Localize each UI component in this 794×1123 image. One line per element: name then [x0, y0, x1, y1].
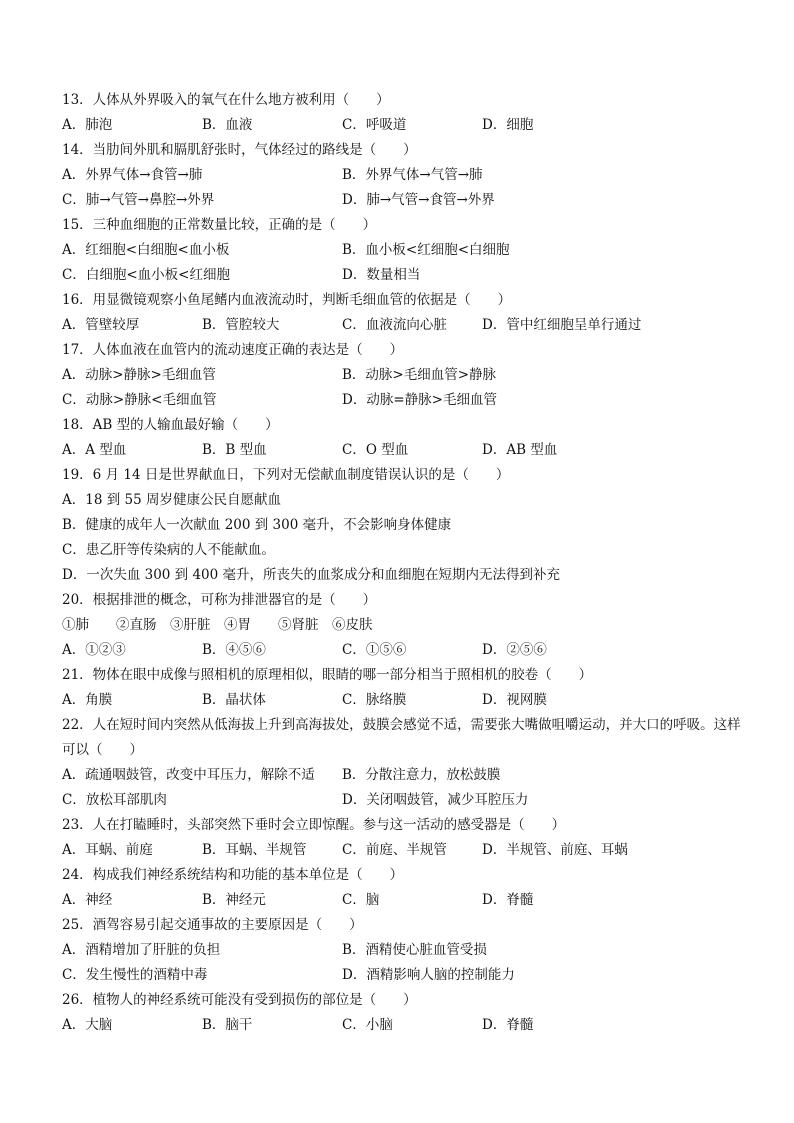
option-row — [62, 113, 742, 138]
answer-option-c[interactable]: C．放松耳部肌肉 — [62, 792, 167, 808]
option-row — [62, 188, 742, 213]
answer-option-b[interactable]: B．血液 — [202, 117, 253, 133]
answer-option-c[interactable]: C．呼吸道 — [342, 117, 407, 133]
answer-option-a[interactable]: A．18 到 55 周岁健康公民自愿献血 — [62, 492, 281, 508]
answer-option-d[interactable]: D．关闭咽鼓管，减少耳腔压力 — [342, 792, 529, 808]
option-row — [62, 788, 742, 813]
answer-option-b[interactable]: B．晶状体 — [202, 692, 266, 708]
answer-option-d[interactable]: D．脊髓 — [482, 1017, 534, 1033]
question-block — [62, 213, 742, 288]
option-row — [62, 513, 742, 538]
question-block — [62, 813, 742, 863]
question-block — [62, 663, 742, 713]
answer-option-a[interactable]: A．神经 — [62, 892, 113, 908]
answer-option-c[interactable]: C．脉络膜 — [342, 692, 407, 708]
question-stem: 14．当肋间外肌和膈肌舒张时，气体经过的路线是（ ） — [62, 142, 417, 158]
option-row — [62, 313, 742, 338]
answer-option-d[interactable]: D．肺→气管→食管→外界 — [342, 192, 495, 208]
answer-option-a[interactable]: A．管壁较厚 — [62, 317, 140, 333]
answer-option-b[interactable]: B．管腔较大 — [202, 317, 280, 333]
question-stem: 15．三种血细胞的正常数量比较，正确的是（ ） — [62, 217, 377, 233]
question-stem: 21．物体在眼中成像与照相机的原理相似，眼睛的哪一部分相当于照相机的胶卷（ ） — [62, 667, 593, 683]
answer-option-c[interactable]: C．前庭、半规管 — [342, 842, 447, 858]
question-stem: 25．酒驾容易引起交通事故的主要原因是（ ） — [62, 917, 363, 933]
answer-option-d[interactable]: D．酒精影响人脑的控制能力 — [342, 967, 515, 983]
answer-option-a[interactable]: A．疏通咽鼓管，改变中耳压力，解除不适 — [62, 767, 315, 783]
option-row — [62, 838, 742, 863]
answer-option-b[interactable]: B．外界气体→气管→肺 — [342, 167, 483, 183]
answer-option-c[interactable]: C．肺→气管→鼻腔→外界 — [62, 192, 215, 208]
answer-option-a[interactable]: A．A 型血 — [62, 442, 127, 458]
question-block — [62, 138, 742, 213]
option-row — [62, 938, 742, 963]
answer-option-a[interactable]: A．酒精增加了肝脏的负担 — [62, 942, 221, 958]
answer-option-a[interactable]: A．外界气体→食管→肺 — [62, 167, 203, 183]
option-row — [62, 163, 742, 188]
option-row — [62, 363, 742, 388]
answer-option-d[interactable]: D．一次失血 300 到 400 毫升，所丧失的血浆成分和血细胞在短期内无法得到补充 — [62, 567, 561, 583]
answer-option-b[interactable]: B．耳蜗、半规管 — [202, 842, 307, 858]
option-row — [62, 1013, 742, 1038]
question-stem: 23．人在打瞌睡时，头部突然下垂时会立即惊醒。参与这一活动的感受器是（ ） — [62, 817, 566, 833]
answer-option-d[interactable]: D．数量相当 — [342, 267, 421, 283]
answer-option-a[interactable]: A．耳蜗、前庭 — [62, 842, 153, 858]
option-row — [62, 538, 742, 563]
answer-option-a[interactable]: A．动脉>静脉>毛细血管 — [62, 367, 216, 383]
question-block — [62, 288, 742, 338]
question-block — [62, 713, 742, 813]
question-block — [62, 413, 742, 463]
question-extra-line: ①肺 ②直肠 ③肝脏 ④胃 ⑤肾脏 ⑥皮肤 — [62, 617, 373, 633]
answer-option-d[interactable]: D．管中红细胞呈单行通过 — [482, 317, 642, 333]
option-row — [62, 488, 742, 513]
option-row — [62, 638, 742, 663]
answer-option-d[interactable]: D．AB 型血 — [482, 442, 558, 458]
option-row — [62, 888, 742, 913]
question-stem: 26．植物人的神经系统可能没有受到损伤的部位是（ ） — [62, 992, 417, 1008]
answer-option-d[interactable]: D．动脉=静脉>毛细血管 — [342, 392, 497, 408]
question-block — [62, 463, 742, 588]
answer-option-c[interactable]: C．脑 — [342, 892, 380, 908]
answer-option-d[interactable]: D．②⑤⑥ — [482, 642, 547, 658]
answer-option-c[interactable]: C．发生慢性的酒精中毒 — [62, 967, 208, 983]
answer-option-c[interactable]: C．动脉>静脉<毛细血管 — [62, 392, 217, 408]
answer-option-b[interactable]: B．神经元 — [202, 892, 266, 908]
question-stem: 16．用显微镜观察小鱼尾鳍内血液流动时，判断毛细血管的依据是（ ） — [62, 292, 512, 308]
answer-option-a[interactable]: A．大脑 — [62, 1017, 113, 1033]
option-row — [62, 388, 742, 413]
answer-option-a[interactable]: A．红细胞<白细胞<血小板 — [62, 242, 230, 258]
answer-option-c[interactable]: C．血液流向心脏 — [342, 317, 447, 333]
answer-option-c[interactable]: C．O 型血 — [342, 442, 409, 458]
question-stem: 24．构成我们神经系统结构和功能的基本单位是（ ） — [62, 867, 404, 883]
answer-option-d[interactable]: D．视网膜 — [482, 692, 547, 708]
answer-option-b[interactable]: B．脑干 — [202, 1017, 253, 1033]
option-row — [62, 763, 742, 788]
question-sheet — [62, 88, 742, 1038]
option-row — [62, 688, 742, 713]
question-block — [62, 88, 742, 138]
question-block — [62, 913, 742, 988]
answer-option-a[interactable]: A．①②③ — [62, 642, 126, 658]
answer-option-b[interactable]: B．酒精使心脏血管受损 — [342, 942, 487, 958]
answer-option-d[interactable]: D．细胞 — [482, 117, 534, 133]
answer-option-a[interactable]: A．角膜 — [62, 692, 113, 708]
answer-option-b[interactable]: B．血小板<红细胞<白细胞 — [342, 242, 510, 258]
question-stem: 13．人体从外界吸入的氧气在什么地方被利用（ ） — [62, 92, 390, 108]
answer-option-b[interactable]: B．B 型血 — [202, 442, 267, 458]
answer-option-c[interactable]: C．小脑 — [342, 1017, 393, 1033]
answer-option-b[interactable]: B．分散注意力，放松鼓膜 — [342, 767, 501, 783]
answer-option-c[interactable]: C．患乙肝等传染病的人不能献血。 — [62, 542, 275, 558]
option-row — [62, 238, 742, 263]
answer-option-d[interactable]: D．脊髓 — [482, 892, 534, 908]
question-block — [62, 588, 742, 663]
answer-option-a[interactable]: A．肺泡 — [62, 117, 113, 133]
question-block — [62, 338, 742, 413]
question-block — [62, 863, 742, 913]
option-row — [62, 438, 742, 463]
answer-option-c[interactable]: C．白细胞<血小板<红细胞 — [62, 267, 230, 283]
option-row — [62, 263, 742, 288]
answer-option-c[interactable]: C．①⑤⑥ — [342, 642, 407, 658]
option-row — [62, 563, 742, 588]
answer-option-b[interactable]: B．④⑤⑥ — [202, 642, 266, 658]
option-row — [62, 963, 742, 988]
question-stem: 20．根据排泄的概念，可称为排泄器官的是（ ） — [62, 592, 377, 608]
answer-option-b[interactable]: B．动脉>毛细血管>静脉 — [342, 367, 497, 383]
question-stem: 17．人体血液在血管内的流动速度正确的表达是（ ） — [62, 342, 404, 358]
answer-option-d[interactable]: D．半规管、前庭、耳蜗 — [482, 842, 628, 858]
answer-option-b[interactable]: B．健康的成年人一次献血 200 到 300 毫升，不会影响身体健康 — [62, 517, 452, 533]
question-stem: 22．人在短时间内突然从低海拔上升到高海拔处，鼓膜会感觉不适，需要张大嘴做咀嚼运动，并大口的呼吸。这样可以（ ） — [62, 717, 741, 758]
question-block — [62, 988, 742, 1038]
question-stem: 18．AB 型的人输血最好输（ ） — [62, 417, 279, 433]
question-stem: 19．6 月 14 日是世界献血日，下列对无偿献血制度错误认识的是（ ） — [62, 467, 510, 483]
